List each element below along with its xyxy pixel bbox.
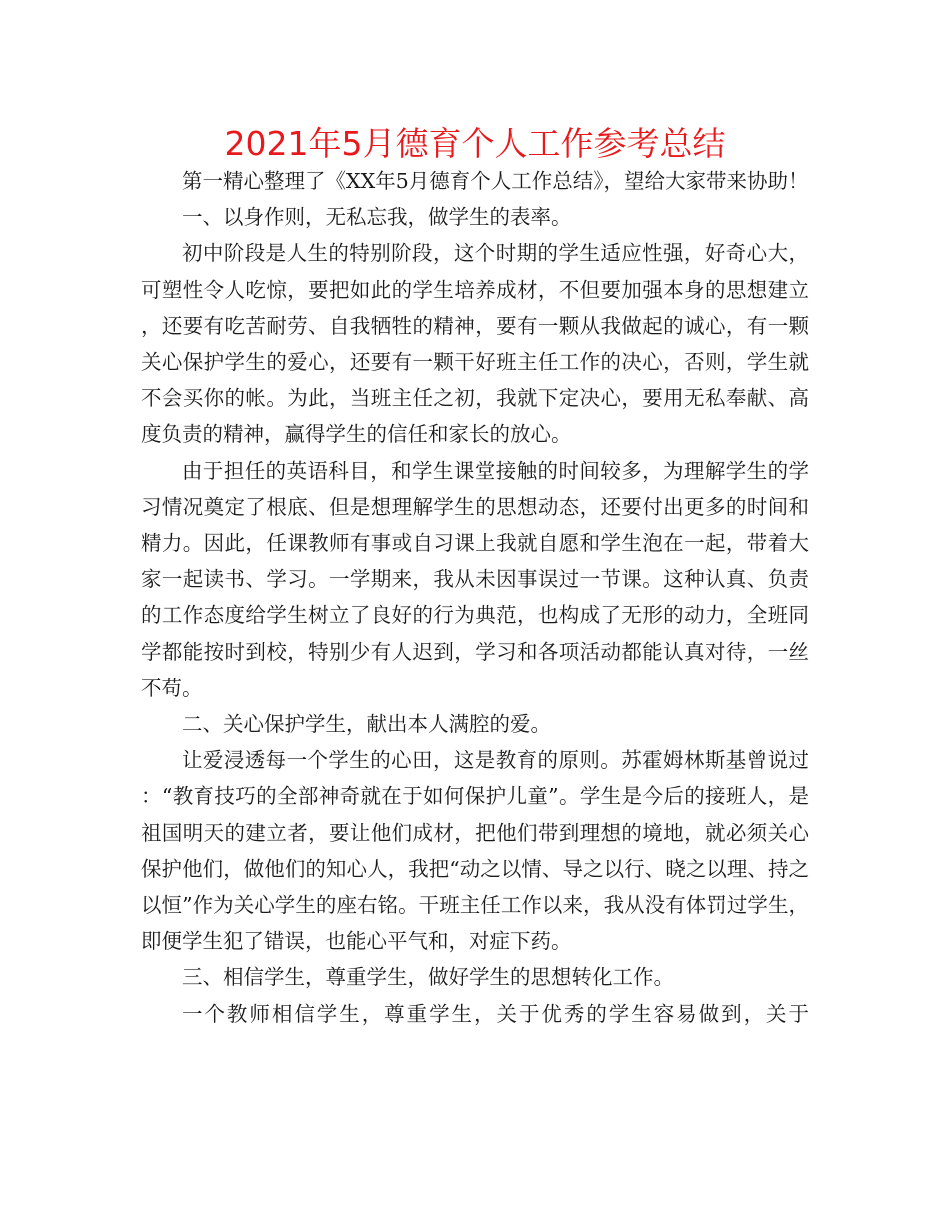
paragraph-3: 让爱浸透每一个学生的心田，这是教育的原则。苏霍姆林斯基曾说过：“教育技巧的全部神奇就在于如何保护儿童”。学生是今后的接班人，是祖国明天的建立者，要让他们成材，把他们带到理想的境地，就必须关心保护他们，做他们的知心人，我把“动之以情、导之以行、晓之以理、持之以恒”作为关心学生的座右铭。干班主任工作以来，我从没有体罚过学生，即便学生犯了错误，也能心平气和，对症下药。: [141, 748, 809, 954]
section-heading-2: 二、关心保护学生，献出本人满腔的爱。: [182, 712, 551, 737]
paragraph-intro: 第一精心整理了《XX年5月德育个人工作总结》，望给大家带来协助！: [182, 169, 809, 193]
paragraph-4: 一个教师相信学生，尊重学生，关于优秀的学生容易做到，关于: [182, 1001, 809, 1026]
document-title: 2021年5月德育个人工作参考总结: [224, 124, 726, 163]
paragraph-1: 初中阶段是人生的特别阶段，这个时期的学生适应性强，好奇心大，可塑性令人吃惊，要把如此的学生培养成材，不但要加强本身的思想建立，还要有吃苦耐劳、自我牺牲的精神，要有一颗从我做起的诚心，有一颗关心保护学生的爱心，还要有一颗干好班主任工作的决心，否则，学生就不会买你的帐。为此，当班主任之初，我就下定决心，要用无私奉献、高度负责的精神，赢得学生的信任和家长的放心。: [141, 241, 809, 447]
section-heading-1: 一、以身作则，无私忘我，做学生的表率。: [182, 205, 572, 230]
section-heading-3: 三、相信学生，尊重学生，做好学生的思想转化工作。: [182, 965, 674, 990]
document-body: [141, 163, 809, 1032]
paragraph-2: 由于担任的英语科目，和学生课堂接触的时间较多，为理解学生的学习情况奠定了根底、但是想理解学生的思想动态，还要付出更多的时间和精力。因此，任课教师有事或自习课上我就自愿和学生泡在一起，带着大家一起读书、学习。一学期来，我从未因事误过一节课。这种认真、负责的工作态度给学生树立了良好的行为典范，也构成了无形的动力，全班同学都能按时到校，特别少有人迟到，学习和各项活动都能认真对待，一丝不苟。: [141, 458, 809, 700]
